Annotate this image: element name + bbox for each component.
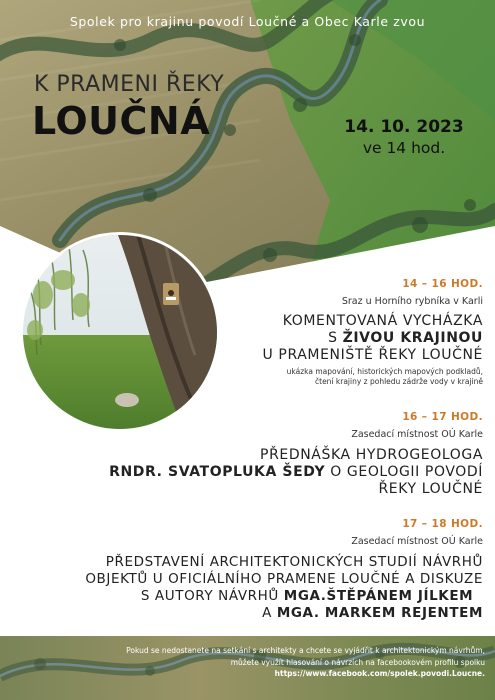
program-block-lecture <box>109 411 483 498</box>
footer-line-2: můžete využít hlasování o návrzích na facebookovém profilu spolku <box>230 657 485 667</box>
tree-photo <box>20 232 220 432</box>
event-title-small: K PRAMENI ŘEKY <box>34 72 225 97</box>
meeting-place-2: Zasedací místnost OÚ Karle <box>351 429 483 440</box>
architect-name-2: MGA. MARKEM REJENTEM <box>276 605 483 621</box>
meeting-place-1: Sraz u Horního rybníka v Karli <box>341 296 483 307</box>
program-heading-1-line3: U PRAMENIŠTĚ ŘEKY LOUČNÉ <box>262 347 483 363</box>
architect-name-1: MGA.ŠTĚPÁNEM JÍLKEM <box>283 588 474 604</box>
program-block-walk <box>263 278 483 387</box>
program-heading-1-line1: KOMENTOVANÁ VYCHÁZKA <box>282 313 483 329</box>
program-note-1-line2: čtení krajiny z pohledu zádrže vody v krajině <box>315 377 483 386</box>
program-heading-3-line1: PŘEDSTAVENÍ ARCHITEKTONICKÝCH STUDIÍ NÁVRHŮ <box>105 554 483 570</box>
program-block-architecture <box>85 518 483 622</box>
time-slot-2: 16 – 17 HOD. <box>402 411 483 423</box>
aerial-photo-footer <box>0 636 495 700</box>
program-heading-2-line3: ŘEKY LOUČNÉ <box>378 481 483 497</box>
event-title-river: LOUČNÁ <box>32 99 211 143</box>
program-heading-2-line2: RNDR. SVATOPLUKA ŠEDY O GEOLOGII POVODÍ <box>109 464 483 480</box>
facebook-link[interactable]: https://www.facebook.com/spolek.povodi.Loucne. <box>274 669 485 678</box>
footer-text <box>126 645 485 680</box>
program-heading-3-line4: A MGA. MARKEM REJENTEM <box>262 605 483 621</box>
event-date: 14. 10. 2023 <box>344 117 464 137</box>
program-heading-2-line1: PŘEDNÁŠKA HYDROGEOLOGA <box>260 447 483 463</box>
meeting-place-3: Zasedací místnost OÚ Karle <box>351 536 483 547</box>
program-heading-1-line2: S ŽIVOU KRAJINOU <box>328 330 483 346</box>
program-heading-3-line2: OBJEKTŮ U OFICIÁLNÍHO PRAMENE LOUČNÉ A DISKUZE <box>85 571 483 587</box>
speaker-name: RNDR. SVATOPLUKA ŠEDY <box>109 464 326 480</box>
highlight-living-landscape: ŽIVOU KRAJINOU <box>342 330 483 346</box>
event-time: ve 14 hod. <box>362 139 446 157</box>
organizer-tagline: Spolek pro krajinu povodí Loučné a Obec Karle zvou <box>69 14 426 29</box>
program-heading-3-line3: S AUTORY NÁVRHŮ MGA.ŠTĚPÁNEM JÍLKEM <box>140 588 474 604</box>
tree-photo-image <box>23 235 217 429</box>
time-slot-3: 17 – 18 HOD. <box>402 518 483 530</box>
program-note-1-line1: ukázka mapování, historických mapových podkladů, <box>286 367 483 376</box>
footer-line-1: Pokud se nedostanete na setkání s architekty a chcete se vyjádřit k architektonickým návrhům, <box>126 646 485 655</box>
time-slot-1: 14 – 16 HOD. <box>402 278 483 290</box>
